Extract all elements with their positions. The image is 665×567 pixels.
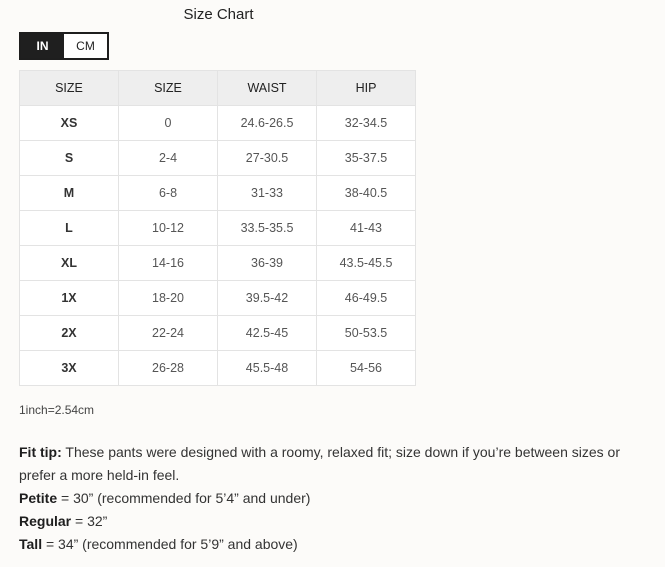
fit-info <box>19 441 649 556</box>
hip-cell: 46-49.5 <box>317 281 416 316</box>
regular-text: = 32” <box>71 513 108 529</box>
size-label-cell: 1X <box>20 281 119 316</box>
tall-label: Tall <box>19 536 43 552</box>
table-row <box>20 246 416 281</box>
size-label-cell: XS <box>20 106 119 141</box>
unit-in-button[interactable]: IN <box>21 34 64 58</box>
size-label-cell: S <box>20 141 119 176</box>
size-number-cell: 10-12 <box>119 211 218 246</box>
fit-tip-paragraph <box>19 441 649 487</box>
size-number-cell: 2-4 <box>119 141 218 176</box>
table-row <box>20 351 416 386</box>
regular-line <box>19 510 649 533</box>
regular-label: Regular <box>19 513 72 529</box>
waist-cell: 24.6-26.5 <box>218 106 317 141</box>
waist-cell: 33.5-35.5 <box>218 211 317 246</box>
size-number-cell: 6-8 <box>119 176 218 211</box>
unit-toggle[interactable] <box>19 32 109 60</box>
petite-line <box>19 487 649 510</box>
table-row <box>20 316 416 351</box>
table-row <box>20 106 416 141</box>
fit-tip-label: Fit tip: <box>19 444 62 460</box>
hip-cell: 38-40.5 <box>317 176 416 211</box>
size-label-cell: XL <box>20 246 119 281</box>
table-row <box>20 141 416 176</box>
table-row <box>20 281 416 316</box>
hip-cell: 43.5-45.5 <box>317 246 416 281</box>
size-chart-table <box>19 70 416 386</box>
size-label-cell: 2X <box>20 316 119 351</box>
header-waist: WAIST <box>218 71 317 106</box>
hip-cell: 35-37.5 <box>317 141 416 176</box>
waist-cell: 36-39 <box>218 246 317 281</box>
size-label-cell: M <box>20 176 119 211</box>
table-row <box>20 211 416 246</box>
size-number-cell: 0 <box>119 106 218 141</box>
size-chart-title: Size Chart <box>183 6 254 23</box>
hip-cell: 41-43 <box>317 211 416 246</box>
tall-text: = 34” (recommended for 5’9” and above) <box>42 536 298 552</box>
hip-cell: 54-56 <box>317 351 416 386</box>
size-number-cell: 18-20 <box>119 281 218 316</box>
header-size-label: SIZE <box>20 71 119 106</box>
hip-cell: 50-53.5 <box>317 316 416 351</box>
waist-cell: 42.5-45 <box>218 316 317 351</box>
waist-cell: 39.5-42 <box>218 281 317 316</box>
size-label-cell: 3X <box>20 351 119 386</box>
waist-cell: 27-30.5 <box>218 141 317 176</box>
petite-text: = 30” (recommended for 5’4” and under) <box>57 490 311 506</box>
waist-cell: 31-33 <box>218 176 317 211</box>
unit-cm-button[interactable]: CM <box>64 34 107 58</box>
size-number-cell: 14-16 <box>119 246 218 281</box>
size-number-cell: 22-24 <box>119 316 218 351</box>
petite-label: Petite <box>19 490 58 506</box>
conversion-note: 1inch=2.54cm <box>19 403 95 417</box>
header-hip: HIP <box>317 71 416 106</box>
size-number-cell: 26-28 <box>119 351 218 386</box>
size-label-cell: L <box>20 211 119 246</box>
hip-cell: 32-34.5 <box>317 106 416 141</box>
tall-line <box>19 533 649 556</box>
waist-cell: 45.5-48 <box>218 351 317 386</box>
table-header-row <box>20 71 416 106</box>
header-size-number: SIZE <box>119 71 218 106</box>
fit-tip-text: These pants were designed with a roomy, relaxed fit; size down if you’re between sizes or prefer a more held-in feel. <box>19 444 620 483</box>
table-row <box>20 176 416 211</box>
